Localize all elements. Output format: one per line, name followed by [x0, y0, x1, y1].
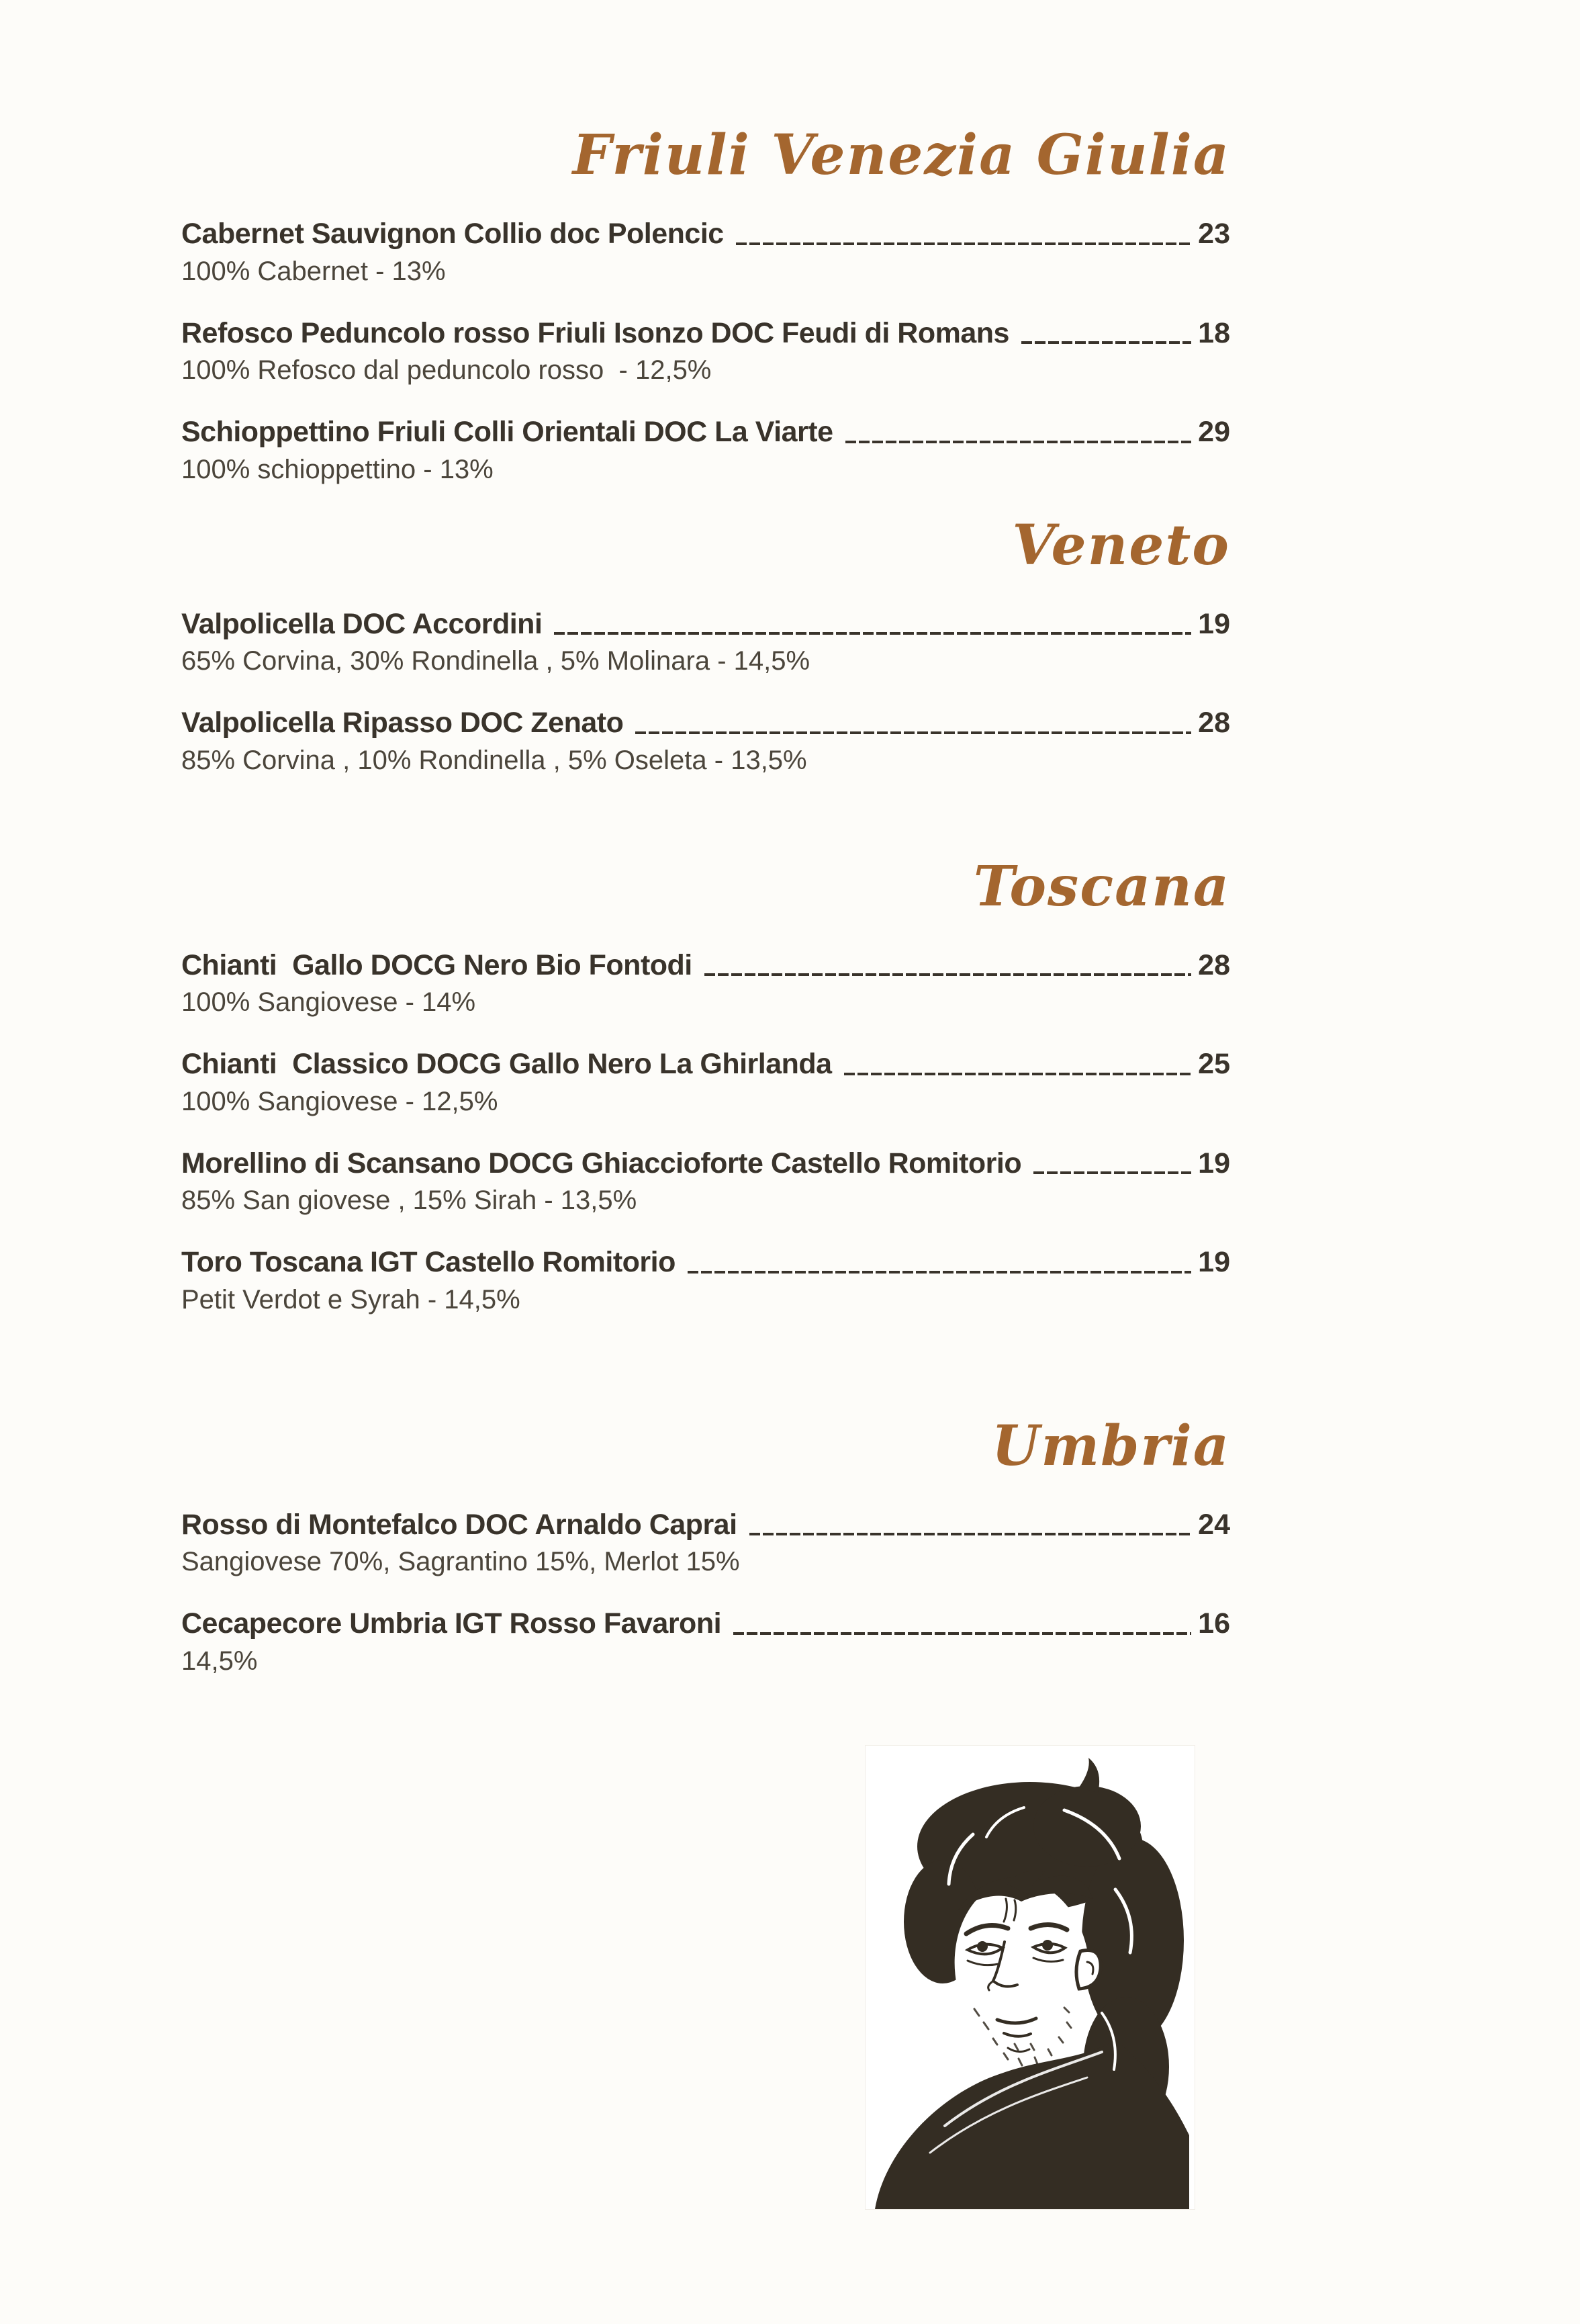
wine-price: 19 [1198, 1147, 1230, 1179]
wine-line [181, 1246, 1230, 1279]
wine-price: 25 [1198, 1048, 1230, 1081]
wine-name: Cecapecore Umbria IGT Rosso Favaroni [181, 1607, 722, 1640]
wine-description: 14,5% [181, 1646, 258, 1676]
menu-section [181, 125, 1230, 485]
wine-line [181, 1147, 1230, 1180]
wine-entry [181, 949, 1230, 1018]
wine-price: 19 [1198, 1246, 1230, 1279]
dotted-leader [733, 1632, 1191, 1635]
wine-line [181, 416, 1230, 449]
wine-name: Valpolicella Ripasso DOC Zenato [181, 707, 624, 740]
wine-menu [181, 125, 1230, 1707]
dotted-leader [688, 1271, 1191, 1273]
dotted-leader [635, 731, 1191, 734]
wine-description: 100% Refosco dal peduncolo rosso - 12,5% [181, 355, 712, 386]
dotted-leader [554, 632, 1191, 635]
wine-description: 100% Sangiovese - 14% [181, 987, 476, 1018]
wine-price: 28 [1198, 948, 1230, 981]
wine-line [181, 218, 1230, 251]
wine-name: Rosso di Montefalco DOC Arnaldo Caprai [181, 1508, 737, 1541]
wine-line [181, 1509, 1230, 1541]
wine-list [181, 218, 1230, 484]
wine-entry [181, 1607, 1230, 1676]
menu-section [181, 1413, 1230, 1677]
wine-description: 100% Sangiovese - 12,5% [181, 1086, 498, 1116]
wine-entry [181, 416, 1230, 484]
wine-entry [181, 1147, 1230, 1216]
wine-line [181, 949, 1230, 982]
wine-name: Chianti Classico DOCG Gallo Nero La Ghirlanda [181, 1048, 832, 1081]
menu-section [181, 512, 1230, 776]
wine-description: Sangiovese 70%, Sagrantino 15%, Merlot 15% [181, 1547, 740, 1577]
man-portrait-svg [866, 1746, 1195, 2209]
section-title: Friuli Venezia Giulia [572, 123, 1230, 187]
dotted-leader [1033, 1171, 1191, 1174]
dotted-leader [749, 1533, 1192, 1535]
wine-description: 65% Corvina, 30% Rondinella , 5% Molinara - 14,5% [181, 646, 810, 676]
wine-entry [181, 1246, 1230, 1314]
wine-description: 85% San giovese , 15% Sirah - 13,5% [181, 1186, 637, 1216]
man-portrait-illustration [865, 1745, 1195, 2210]
wine-description: 100% schioppettino - 13% [181, 454, 494, 484]
dotted-leader [844, 1073, 1192, 1075]
wine-description: Petit Verdot e Syrah - 14,5% [181, 1284, 520, 1314]
section-title: Toscana [973, 854, 1230, 919]
wine-entry [181, 608, 1230, 676]
wine-entry [181, 218, 1230, 286]
wine-description: 85% Corvina , 10% Rondinella , 5% Oseleta - 13,5% [181, 745, 807, 775]
wine-line [181, 608, 1230, 641]
wine-price: 29 [1198, 416, 1230, 449]
section-title: Umbria [991, 1413, 1230, 1478]
wine-name: Cabernet Sauvignon Collio doc Polencic [181, 218, 724, 251]
wine-price: 28 [1198, 707, 1230, 740]
wine-entry [181, 1048, 1230, 1116]
wine-name: Refosco Peduncolo rosso Friuli Isonzo DOC Feudi di Romans [181, 316, 1009, 349]
wine-price: 24 [1198, 1508, 1230, 1541]
dotted-leader [1021, 341, 1191, 344]
wine-entry [181, 707, 1230, 775]
wine-price: 19 [1198, 607, 1230, 640]
wine-name: Chianti Gallo DOCG Nero Bio Fontodi [181, 948, 692, 981]
dotted-leader [704, 973, 1191, 976]
menu-section [181, 856, 1230, 1315]
wine-name: Morellino di Scansano DOCG Ghiaccioforte Castello Romitorio [181, 1147, 1022, 1179]
section-title: Veneto [1012, 512, 1230, 578]
wine-price: 16 [1198, 1607, 1230, 1640]
wine-list [181, 608, 1230, 776]
wine-entry [181, 1509, 1230, 1577]
wine-list [181, 949, 1230, 1315]
wine-line [181, 317, 1230, 350]
wine-entry [181, 317, 1230, 386]
wine-line [181, 707, 1230, 740]
wine-name: Toro Toscana IGT Castello Romitorio [181, 1246, 676, 1279]
wine-name: Valpolicella DOC Accordini [181, 607, 543, 640]
wine-name: Schioppettino Friuli Colli Orientali DOC La Viarte [181, 416, 833, 449]
wine-description: 100% Cabernet - 13% [181, 256, 446, 286]
wine-price: 23 [1198, 218, 1230, 251]
wine-line [181, 1048, 1230, 1081]
wine-line [181, 1607, 1230, 1640]
wine-price: 18 [1198, 316, 1230, 349]
wine-list [181, 1509, 1230, 1677]
dotted-leader [736, 242, 1191, 245]
dotted-leader [845, 441, 1192, 443]
